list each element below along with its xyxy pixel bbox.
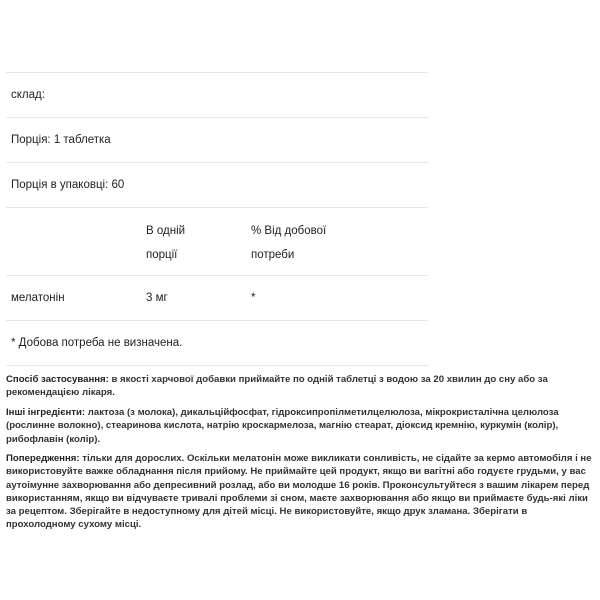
per-serving-header-line2: порції [146,249,178,261]
nutrient-amount: 3 мг [146,292,168,304]
daily-value-header-line2: потреби [251,249,295,261]
column-header-row [6,207,428,275]
composition-table [6,72,428,366]
servings-per-pack: Порція в упаковці: 60 [11,179,125,191]
table-row [6,275,428,320]
footnote-row [6,320,428,366]
nutrient-daily-value: * [251,292,256,304]
ingredients-text: лактоза (з молока), дикальційфосфат, гідроксипропілметилцелюлоза, мікрокристалічна целюлоза (рослинне волокно), стеаринова кислота, натрію кроскармелоза, магнію стеарат, діоксид кремнію, куркумін (колір), рибофлавін (колір). [6,407,559,445]
composition-heading-row [6,72,428,117]
composition-heading: склад: [11,89,45,101]
usage-label: Спосіб застосування: [6,374,109,385]
servings-per-pack-row [6,162,428,207]
footnote: * Добова потреба не визначена. [11,337,183,349]
serving-size: Порція: 1 таблетка [11,134,111,146]
ingredients-label: Інші інгредієнти: [6,407,86,418]
per-serving-header-line1: В одній [146,225,186,237]
usage-paragraph [6,373,594,400]
daily-value-header-line1: % Від добової [251,225,327,237]
warnings-label: Попередження: [6,453,80,464]
warnings-paragraph [6,452,594,532]
per-serving-header [146,219,185,267]
warnings-text: тільки для дорослих. Оскільки мелатонін може викликати сонливість, не сідайте за кермо автомобіля і не використовуйте важке обладнання після прийому. Не приймайте цей продукт, якщо ви вагітні або годуєте грудьми, у вас аутоімунне захворювання або депресивний розлад, або ви молодше 16 років. Проконсультуйтеся з вашим лікарем перед використанням, якщо ви відчуваєте тривалі проблеми зі сном, маєте захворювання або якщо ви приймаєте будь-які ліки за рецептом. Зберігайте в недоступному для дітей місці. Не використовуйте, якщо друк зламана. Зберігати в прохолодному сухому місці. [6,453,592,531]
daily-value-header [251,219,326,267]
nutrient-name: мелатонін [11,292,65,304]
serving-row [6,117,428,162]
usage-text: в якості харчової добавки приймайте по одній таблетці з водою за 20 хвилин до сну або за рекомендацією лікаря. [6,374,548,399]
ingredients-paragraph [6,406,594,446]
